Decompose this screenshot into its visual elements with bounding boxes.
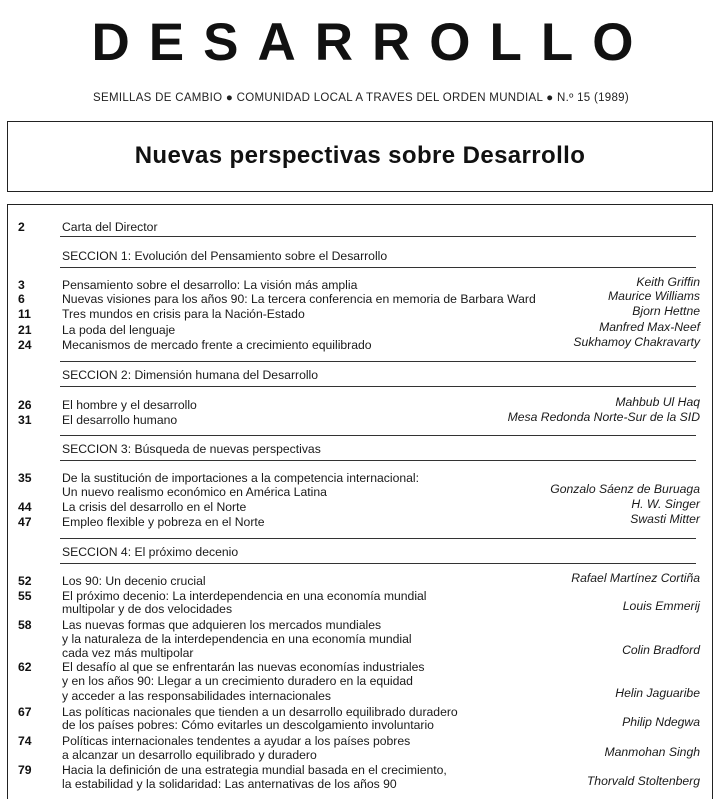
- toc-author: Sukhamoy Chakravarty: [573, 335, 700, 349]
- toc-entry: [0, 717, 722, 733]
- toc-author: H. W. Singer: [631, 497, 700, 511]
- toc-entry-title: Tres mundos en crisis para la Nación-Estado: [62, 307, 305, 321]
- toc-entry: [0, 673, 722, 689]
- toc-entry: [0, 484, 722, 500]
- toc-author: Philip Ndegwa: [622, 715, 700, 729]
- toc-entry: [0, 776, 722, 792]
- divider: [60, 563, 696, 564]
- toc-entry-title: La crisis del desarrollo en el Norte: [62, 500, 247, 514]
- toc-entry: [0, 573, 722, 589]
- toc-page-number: 6: [18, 292, 25, 306]
- divider: [60, 435, 696, 436]
- toc-entry-title: a alcanzar un desarrollo equilibrado y duradero: [62, 748, 317, 762]
- toc-entry-title: Pensamiento sobre el desarrollo: La visión más amplia: [62, 278, 358, 292]
- toc-page-number: 26: [18, 398, 32, 412]
- divider: [60, 236, 696, 237]
- toc-entry: [0, 514, 722, 530]
- subtitle: SEMILLAS DE CAMBIO ● COMUNIDAD LOCAL A TRAVES DEL ORDEN MUNDIAL ● N.º 15 (1989): [93, 92, 629, 104]
- toc-entry-title: Hacia la definición de una estrategia mundial basada en el crecimiento,: [62, 763, 447, 777]
- toc-author: Mesa Redonda Norte-Sur de la SID: [507, 410, 700, 424]
- toc-author: Bjorn Hettne: [632, 304, 700, 318]
- toc-entry: [0, 601, 722, 617]
- toc-page-number: 74: [18, 734, 32, 748]
- section-heading: SECCION 2: Dimensión humana del Desarrollo: [62, 368, 319, 382]
- toc-page-number: 52: [18, 574, 32, 588]
- toc-entry-title: de los países pobres: Cómo evitarles un descolgamiento involuntario: [62, 718, 434, 732]
- toc-entry-title: Los 90: Un decenio crucial: [62, 574, 206, 588]
- toc-page-number: 24: [18, 338, 32, 352]
- toc-entry-title: multipolar y de dos velocidades: [62, 602, 233, 616]
- toc-entry-title: Empleo flexible y pobreza en el Norte: [62, 515, 265, 529]
- toc-entry-title: El hombre y el desarrollo: [62, 398, 197, 412]
- toc-page-number: 55: [18, 589, 32, 603]
- toc-entry: [0, 747, 722, 763]
- toc-author: Maurice Williams: [608, 289, 700, 303]
- masthead: DESARROLLO: [91, 13, 653, 72]
- toc-entry: [0, 412, 722, 428]
- toc-author: Manmohan Singh: [604, 745, 700, 759]
- toc-page-number: 21: [18, 323, 32, 337]
- toc-entry-title: Mecanismos de mercado frente a crecimiento equilibrado: [62, 338, 372, 352]
- toc-entry-title: De la sustitución de importaciones a la competencia internacional:: [62, 471, 420, 485]
- toc-page-number: 11: [18, 307, 31, 321]
- toc-entry-title: y la naturaleza de la interdependencia en una economía mundial: [62, 632, 412, 646]
- toc-entry: [0, 219, 722, 235]
- toc-page-number: 67: [18, 705, 32, 719]
- section-heading: SECCION 1: Evolución del Pensamiento sobre el Desarrollo: [62, 249, 388, 263]
- toc-entry-title: El desarrollo humano: [62, 413, 178, 427]
- toc-entry-title: El próximo decenio: La interdependencia en una economía mundial: [62, 589, 427, 603]
- toc-entry-title: La poda del lenguaje: [62, 323, 176, 337]
- title-box: [7, 121, 713, 192]
- divider: [60, 361, 696, 362]
- issue-title: Nuevas perspectivas sobre Desarrollo: [134, 142, 586, 169]
- section-heading: SECCION 3: Búsqueda de nuevas perspectivas: [62, 442, 321, 456]
- toc-entry-title: y en los años 90: Llegar a un crecimiento duradero en la equidad: [62, 674, 413, 688]
- section-heading: SECCION 4: El próximo decenio: [62, 545, 239, 559]
- toc-page-number: 31: [18, 413, 32, 427]
- toc-author: Swasti Mitter: [630, 512, 700, 526]
- toc-author: Helin Jaguaribe: [615, 686, 700, 700]
- toc-entry-title: y acceder a las responsabilidades internacionales: [62, 689, 331, 703]
- toc-page-number: 3: [18, 278, 25, 292]
- toc-entry: [0, 337, 722, 353]
- toc-author: Manfred Max-Neef: [599, 320, 700, 334]
- divider: [60, 386, 696, 387]
- toc-page-number: 44: [18, 500, 32, 514]
- divider: [60, 538, 696, 539]
- toc-author: Gonzalo Sáenz de Buruaga: [550, 482, 700, 496]
- toc-page-number: 35: [18, 471, 32, 485]
- toc-entry-title: la estabilidad y la solidaridad: Las anternativas de los años 90: [62, 777, 397, 791]
- toc-page-number: 79: [18, 763, 32, 777]
- toc-author: Mahbub Ul Haq: [615, 395, 700, 409]
- toc-author: Colin Bradford: [622, 643, 700, 657]
- toc-author: Louis Emmerij: [622, 599, 700, 613]
- toc-entry-title: Carta del Director: [62, 220, 158, 234]
- toc-page-number: 62: [18, 660, 32, 674]
- toc-author: Keith Griffin: [636, 275, 700, 289]
- toc-entry: [0, 688, 722, 704]
- toc-author: Thorvald Stoltenberg: [586, 774, 700, 788]
- toc-entry-title: Nuevas visiones para los años 90: La tercera conferencia en memoria de Barbara Ward: [62, 292, 536, 306]
- toc-page-number: 2: [18, 220, 25, 234]
- toc-entry: [0, 499, 722, 515]
- toc-entry-title: Políticas internacionales tendentes a ayudar a los países pobres: [62, 734, 411, 748]
- toc-entry-title: Un nuevo realismo económico en América Latina: [62, 485, 327, 499]
- toc-entry-title: cada vez más multipolar: [62, 646, 194, 660]
- divider: [60, 460, 696, 461]
- toc-author: Rafael Martínez Cortiña: [571, 571, 700, 585]
- toc-page-number: 58: [18, 618, 32, 632]
- toc-entry: [0, 291, 722, 307]
- toc-page-number: 47: [18, 515, 32, 529]
- toc-entry-title: El desafío al que se enfrentarán las nuevas economías industriales: [62, 660, 425, 674]
- divider: [60, 267, 696, 268]
- toc-entry-title: Las políticas nacionales que tienden a un desarrollo equilibrado duradero: [62, 705, 458, 719]
- toc-entry-title: Las nuevas formas que adquieren los mercados mundiales: [62, 618, 382, 632]
